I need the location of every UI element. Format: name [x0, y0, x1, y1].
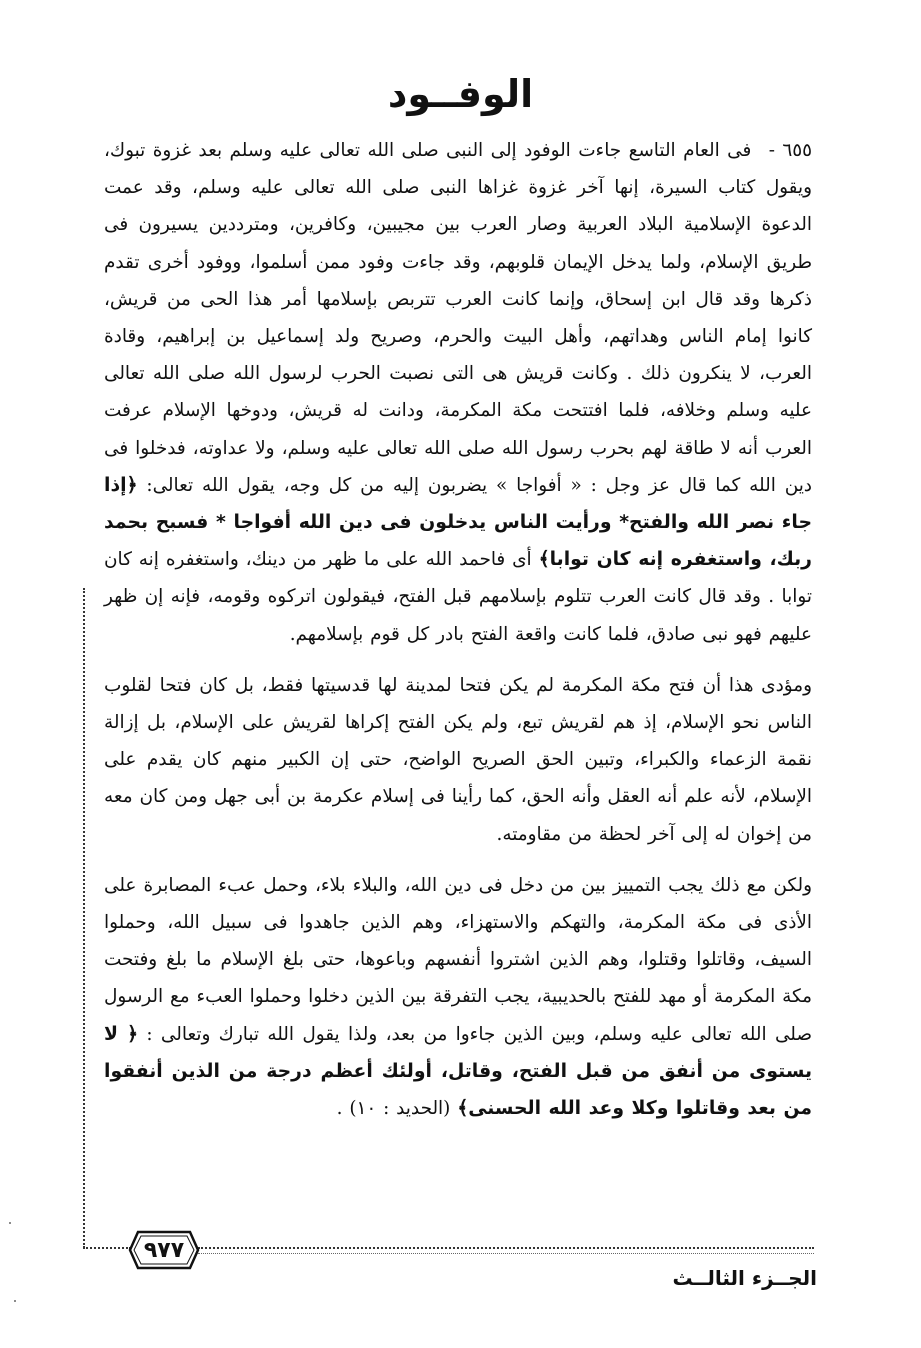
- paragraph-3-text: ولكن مع ذلك يجب التمييز بين من دخل فى دين الله، والبلاء بلاء، وحمل عبء المصابرة على الأذى فى مكة المكرمة، والتهكم والاستهزاء، وهم الذين جاهدوا فى سبيل الله، وحملوا السيف، وقاتلوا وقتلوا، وهم الذين اشتروا أنفسهم وباعوها، حتى بلغ الإسلام ما بلغ وفتحت مكة المكرمة أو مهد للفتح بالحديبية، يجب التفرقة بين الذين دخلوا وحملوا العبء مع الرسول صلى الله تعالى عليه وسلم، وبين الذين جاءوا من بعد، ولذا يقول الله تبارك وتعالى :: [104, 874, 812, 1045]
- paragraph-1-after: أى فاحمد الله على ما ظهر من دينك، واستغفره إنه كان توابا . وقد قال كانت العرب تتلوم بإسلامهم قبل الفتح، فيقولون اتركوه وقومه، فإنه إن ظهر عليهم فهو نبى صادق، فلما كانت واقعة الفتح بادر كل قوم بإسلامهم.: [104, 549, 812, 645]
- margin-dotted-rule: [83, 588, 85, 1248]
- quran-verse-nasr: ﴿إذا جاء نصر الله والفتح* ورأيت الناس يدخلون فى دين الله أفواجا * فسبح بحمد ربك، واستغفره إنه كان توابا﴾: [104, 474, 812, 571]
- footer-dotted-rule-left: [83, 1247, 131, 1249]
- scan-speck: [9, 1222, 11, 1224]
- paragraph-3-after: (الحديد : ١٠) .: [336, 1098, 451, 1120]
- body-text: [104, 132, 812, 1127]
- scan-speck: [14, 1300, 16, 1302]
- page-number: ٩٧٧: [143, 1237, 185, 1263]
- paragraph-number: ٦٥٥ -: [768, 140, 812, 161]
- footer-dotted-rule-right-thin: [198, 1253, 814, 1254]
- paragraph-2: [104, 667, 812, 853]
- paragraph-3: [104, 867, 812, 1127]
- quran-verse-hadid: ﴿ لا يستوى من أنفق من قبل الفتح، وقاتل، أولئك أعظم درجة من الذين أنفقوا من بعد وقاتلوا وكلا وعد الله الحسنى﴾: [104, 1023, 812, 1120]
- part-label: الجــزء الثالــث: [672, 1266, 817, 1290]
- footer-dotted-rule-right: [198, 1247, 814, 1249]
- page-number-frame: [128, 1230, 200, 1270]
- paragraph-1-text: فى العام التاسع جاءت الوفود إلى النبى صلى الله تعالى عليه وسلم بعد غزوة تبوك، ويقول كتاب السيرة، إنها آخر غزوة غزاها النبى صلى الله تعالى عليه وسلم، وقد عمت الدعوة الإسلامية البلاد العربية وصار العرب بين مجيبين، وكافرين، ومترددين يسيرون فى طريق الإسلام، ولما يدخل الإيمان قلوبهم، وقد جاءت وفود ممن أسلموا، ووفود أخرى تقدم ذكرها وقد قال ابن إسحاق، وإنما كانت العرب تتربص بإسلامها أمر هذا الحى من قريش، كانوا إمام الناس وهداتهم، وأهل البيت والحرم، وصريح ولد إسماعيل بن إبراهيم، وقادة العرب، لا ينكرون ذلك . وكانت قريش هى التى نصبت الحرب لرسول الله صلى الله تعالى عليه وسلم وخلافه، فلما افتتحت مكة المكرمة، ودانت له قريش، ودوخها الإسلام عرفت العرب أنه لا طاقة لهم بحرب رسول الله صلى الله تعالى عليه وسلم، ولا عداوته، فدخلوا فى دين الله كما قال عز وجل : « أفواجا » يضربون إليه من كل وجه، يقول الله تعالى:: [104, 140, 812, 496]
- page-title: الوفــود: [387, 72, 534, 116]
- paragraph-2-text: ومؤدى هذا أن فتح مكة المكرمة لم يكن فتحا لمدينة لها قدسيتها فقط، بل كان فتحا لقلوب الناس نحو الإسلام، إذ هم لقريش تبع، ولم يكن الفتح إكراها لقريش على الإسلام، بل إزالة نقمة الزعماء والكبراء، وتبين الحق الصريح الواضح، حتى إن الكبير منهم كان يقدم على الإسلام، لأنه علم أنه العقل وأنه الحق، كما رأينا فى إسلام عكرمة بن أبى جهل ومن كان معه من إخوان له إلى آخر لحظة من مقاومته.: [104, 674, 812, 845]
- paragraph-1: [104, 132, 812, 653]
